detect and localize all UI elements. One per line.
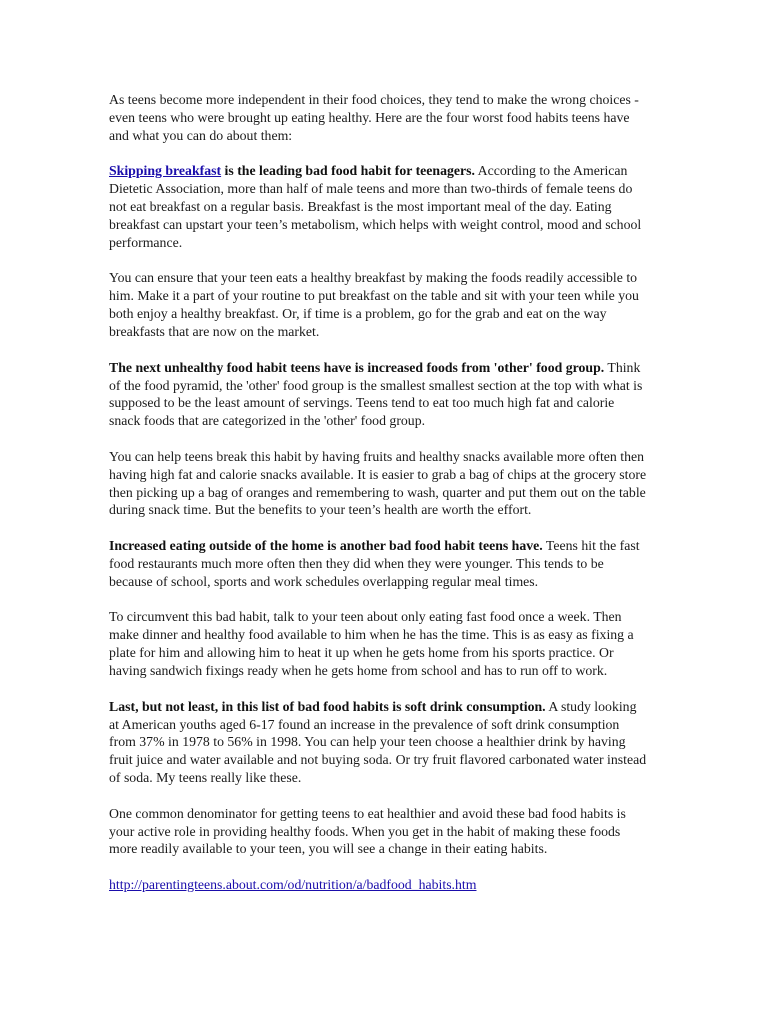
breakfast-heading (109, 163, 475, 178)
document-body (109, 91, 649, 912)
eating-out-tip-paragraph: To circumvent this bad habit, talk to your teen about only eating fast food once a week. Then make dinner and healthy food available to him when he has the time. This is as easy as fixing a plate for him and allowing him to heat it up when he gets home from his sports practice. Or having sandwich fixings ready when he gets home from school and has to run off to work. (109, 609, 634, 678)
other-group-paragraph (109, 359, 649, 430)
soft-drink-heading: Last, but not least, in this list of bad food habits is soft drink consumption. (109, 698, 546, 714)
breakfast-tip-paragraph: You can ensure that your teen eats a healthy breakfast by making the foods readily accessible to him. Make it a part of your routine to put breakfast on the table and sit with your teen while you both enjoy a healthy breakfast. Or, if time is a problem, go for the grab and eat on the way breakfasts that are now on the market. (109, 270, 639, 339)
soft-drink-paragraph (109, 698, 649, 787)
skipping-breakfast-link[interactable]: Skipping breakfast (109, 163, 222, 179)
source-url-link[interactable]: http://parentingteens.about.com/od/nutrition/a/badfood_habits.htm (109, 877, 477, 893)
breakfast-body: According to the American Dietetic Association, more than half of male teens and more than two-thirds of female teens do not eat breakfast on a regular basis. Breakfast is the most important meal of the day. Eating breakfast can upstart your teen’s metabolism, which helps with weight control, mood and school performance. (109, 163, 642, 250)
eating-out-heading: Increased eating outside of the home is another bad food habit teens have. (109, 538, 543, 554)
conclusion-paragraph: One common denominator for getting teens to eat healthier and avoid these bad food habits is your active role in providing healthy foods. When you get in the habit of making these foods more readily available to your teen, you will see a change in their eating habits. (109, 805, 626, 857)
other-tip-paragraph: You can help teens break this habit by having fruits and healthy snacks available more often then having high fat and calorie snacks available. It is easier to grab a bag of chips at the grocery store then picking up a bag of oranges and remembering to wash, quarter and put them out on the table during snack time. But the benefits to your teen’s health are worth the effort. (109, 448, 647, 518)
other-group-heading: The next unhealthy food habit teens have is increased foods from 'other' food group. (109, 359, 605, 375)
other-group-body: Think of the food pyramid, the 'other' food group is the smallest smallest section at the top with what is supposed to be the least amount of servings. Teens tend to eat too much high fat and calorie snack foods that are categorized in the 'other' food group. (109, 359, 643, 429)
breakfast-heading-rest: is the leading bad food habit for teenagers. (221, 163, 475, 179)
breakfast-paragraph (109, 162, 649, 251)
intro-paragraph: As teens become more independent in their food choices, they tend to make the wrong choices - even teens who were brought up eating healthy. Here are the four worst food habits teens have and what you can do about them: (109, 92, 639, 143)
eating-out-paragraph (109, 537, 649, 591)
soft-drink-body: A study looking at American youths aged 6-17 found an increase in the prevalence of soft drink consumption from 37% in 1978 to 56% in 1998. You can help your teen choose a healthier drink by having fruit juice and water available and not buying soda. Or try fruit flavored carbonated water instead of soda. My teens really like these. (109, 698, 647, 786)
source-paragraph (109, 876, 649, 894)
eating-out-body: Teens hit the fast food restaurants much more often then they did when they were younger. This tends to be because of school, sports and work schedules overlapping regular meal times. (109, 538, 640, 589)
